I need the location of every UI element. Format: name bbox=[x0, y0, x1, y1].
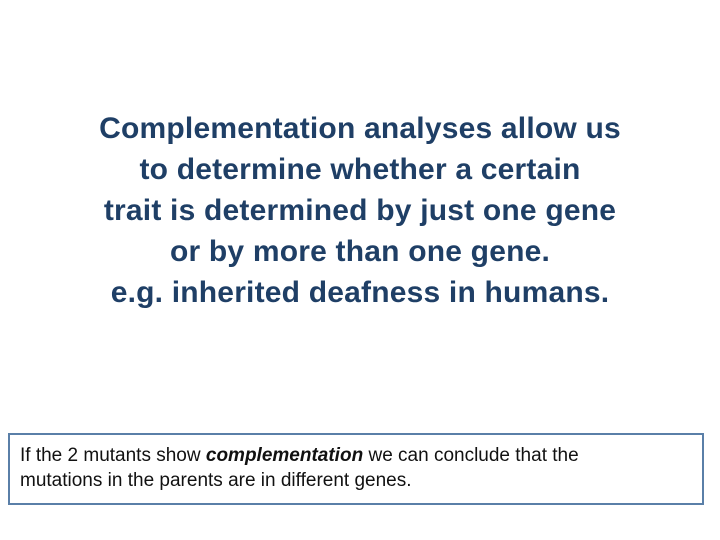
conclusion-text-start: If the 2 mutants show bbox=[20, 445, 206, 466]
main-statement bbox=[40, 108, 680, 313]
conclusion-box bbox=[8, 433, 704, 505]
main-statement-line-3: trait is determined by just one gene bbox=[103, 194, 617, 227]
conclusion-line-2: mutations in the parents are in different genes. bbox=[20, 470, 412, 491]
main-statement-line-5: e.g. inherited deafness in humans. bbox=[110, 276, 610, 309]
conclusion-text-end: we can conclude that the bbox=[363, 445, 579, 466]
conclusion-line-1 bbox=[20, 443, 692, 468]
main-statement-line-1: Complementation analyses allow us bbox=[99, 112, 621, 145]
main-statement-line-2: to determine whether a certain bbox=[139, 153, 581, 186]
emphasized-term: complementation bbox=[205, 445, 364, 466]
main-statement-line-4: or by more than one gene. bbox=[169, 235, 551, 268]
